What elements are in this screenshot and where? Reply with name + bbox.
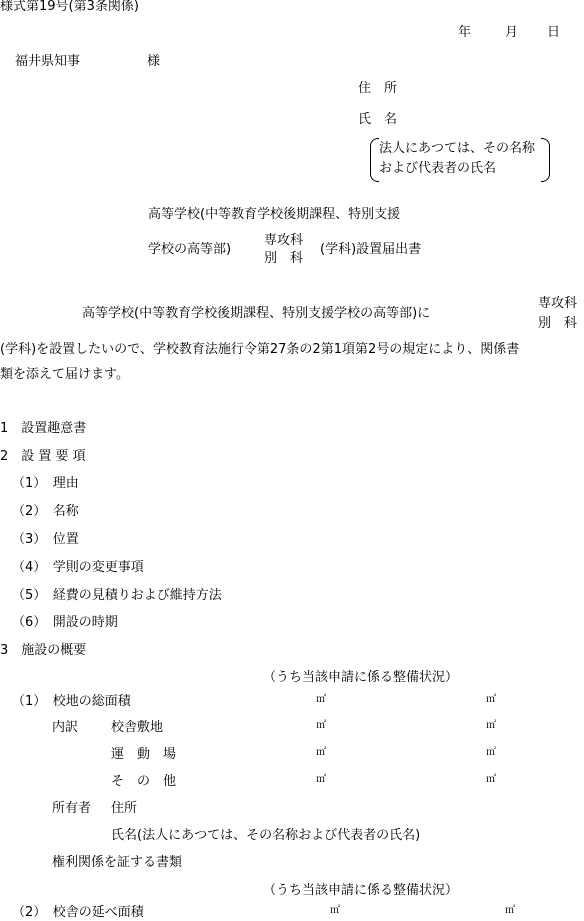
item-2-6: （6） 開設の時期: [12, 615, 118, 630]
corporation-note-line1: 法人にあつては、その名称: [379, 141, 536, 156]
unit-sqm: ㎡: [486, 747, 496, 758]
unit-sqm: ㎡: [486, 694, 496, 705]
building-total-area: （2） 校舎の延べ面積: [12, 905, 144, 920]
item-2-1: （1） 理由: [12, 476, 79, 491]
unit-sqm: ㎡: [316, 747, 326, 758]
school-site-label: 校舎敷地: [111, 720, 164, 735]
unit-sqm: ㎡: [330, 905, 340, 916]
unit-sqm: ㎡: [316, 774, 326, 785]
title-line1: 高等学校(中等教育学校後期課程、特別支援: [148, 207, 401, 222]
item-2: 2 設 置 要 項: [0, 449, 86, 464]
body-line1: 高等学校(中等教育学校後期課程、特別支援学校の高等部)に: [82, 306, 431, 321]
body-option-bekka: 別 科: [538, 316, 578, 331]
site-total-area: （1） 校地の総面積: [12, 694, 131, 709]
item-3: 3 施設の概要: [0, 643, 87, 658]
unit-sqm: ㎡: [505, 905, 515, 916]
address-label: 住 所: [358, 81, 398, 96]
date-year-label: 年: [458, 25, 472, 40]
body-option-senkouka: 専攻科: [538, 296, 578, 311]
item-2-4: （4） 学則の変更事項: [12, 560, 144, 575]
left-bracket: [370, 138, 379, 182]
unit-sqm: ㎡: [316, 694, 326, 705]
unit-sqm: ㎡: [486, 774, 496, 785]
item-2-3: （3） 位置: [12, 532, 79, 547]
addressee-name: 福井県知事: [15, 54, 81, 69]
breakdown-label: 内訳: [52, 720, 79, 735]
item-1: 1 設置趣意書: [0, 421, 87, 436]
maintenance-status-note: （うち当該申請に係る整備状況）: [263, 670, 459, 685]
unit-sqm: ㎡: [486, 720, 496, 731]
title-option-senkouka: 専攻科: [264, 233, 304, 248]
title-line2-prefix: 学校の高等部): [148, 242, 232, 257]
name-label: 氏 名: [358, 112, 398, 127]
date-day-label: 日: [547, 25, 561, 40]
item-2-5: （5） 経費の見積りおよび維持方法: [12, 588, 222, 603]
maintenance-status-note-2: （うち当該申請に係る整備状況）: [263, 883, 459, 898]
addressee-honorific: 様: [147, 54, 161, 69]
body-line2: (学科)を設置したいので、学校教育法施行令第27条の2第1項第2号の規定により、関係書: [0, 342, 520, 357]
corporation-note-bracket: [370, 138, 550, 180]
corporation-note-line2: および代表者の氏名: [379, 161, 497, 176]
right-bracket: [541, 138, 550, 182]
form-number: 様式第19号(第3条関係): [0, 0, 139, 14]
owner-label: 所有者: [52, 801, 92, 816]
title-line2-suffix: (学科)設置届出書: [320, 242, 422, 257]
item-2-2: （2） 名称: [12, 504, 79, 519]
body-line3: 類を添えて届けます。: [0, 367, 129, 382]
playground-label: 運 動 場: [111, 747, 177, 762]
date-month-label: 月: [505, 25, 519, 40]
title-option-bekka: 別 科: [264, 251, 304, 266]
rights-documents-label: 権利関係を証する書類: [52, 855, 183, 870]
owner-address-label: 住所: [111, 801, 138, 816]
owner-name-label: 氏名(法人にあつては、その名称および代表者の氏名): [111, 828, 421, 843]
unit-sqm: ㎡: [316, 720, 326, 731]
other-label: そ の 他: [111, 774, 177, 789]
